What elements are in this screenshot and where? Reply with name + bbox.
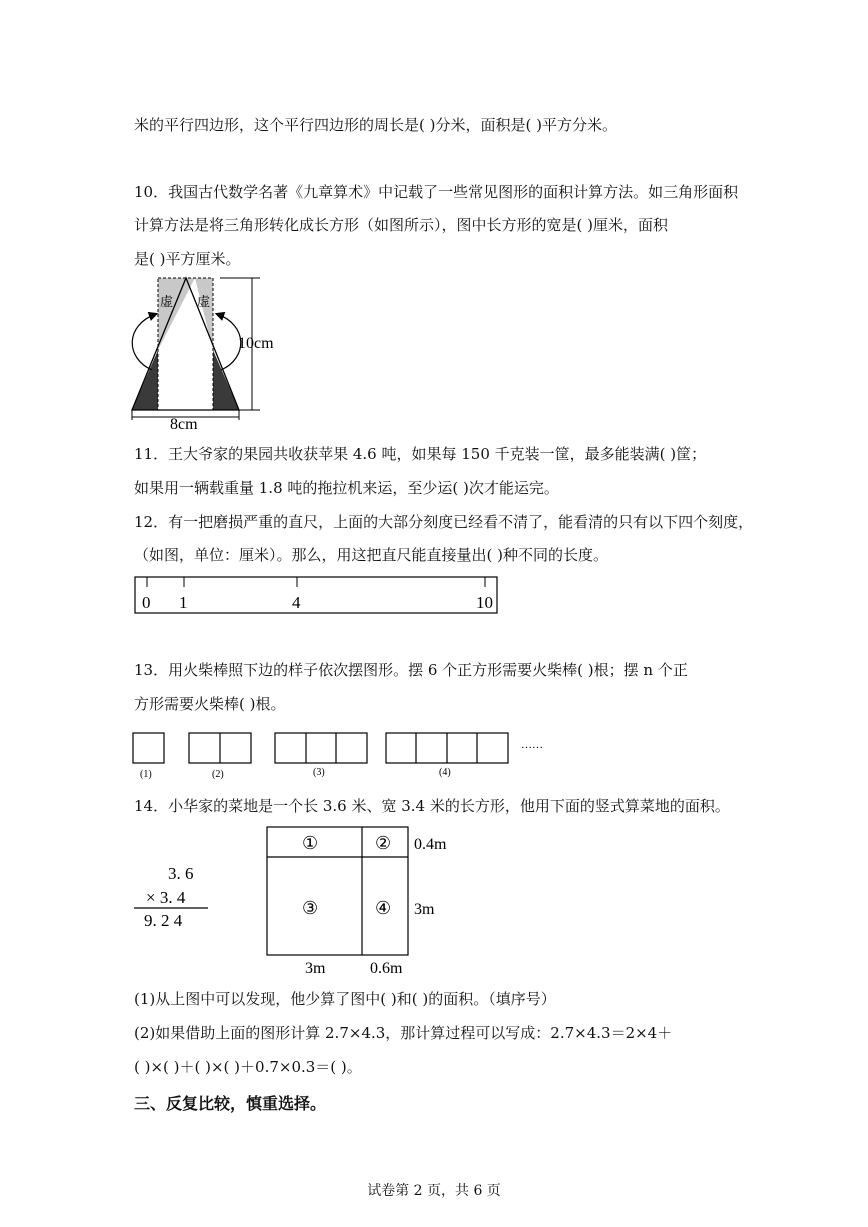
pattern-1 [133,733,164,763]
fig-label-left: 虚 [160,294,174,309]
pattern-2 [189,733,251,763]
q11-line1: 11．王大爷家的果园共收获苹果 4.6 吨，如果每 150 千克装一筐，最多能装满( )筐； [134,445,707,463]
q10-triangle-figure [120,270,290,430]
calc-result: 9. 2 4 [144,911,183,930]
cell-4: ④ [375,898,392,918]
fig-height-label: 10cm [238,335,274,352]
page-footer: 试卷第 2 页，共 6 页 [367,1183,501,1199]
q10-line3: 是( )平方厘米。 [134,250,241,268]
ruler-tick-1: 1 [179,593,188,612]
ruler-tick-4: 4 [292,593,301,612]
ruler-body [135,577,497,613]
cell-1: ① [302,833,319,853]
q10-line1: 10．我国古代数学名著《九章算术》中记载了一些常见图形的面积计算方法。如三角形面积 [134,183,739,201]
cell-2: ② [375,833,392,853]
q14-line1: 14．小华家的菜地是一个长 3.6 米、宽 3.4 米的长方形，他用下面的竖式算菜地的面积。 [134,797,730,815]
q12-ruler-figure [130,572,502,618]
q12-line2: （如图，单位：厘米）。那么，用这把直尺能直接量出( )种不同的长度。 [134,546,608,564]
q14-sub1: (1)从上图中可以发现，他少算了图中( )和( )的面积。（填序号） [134,990,556,1008]
q14-vertical-calc [128,858,214,936]
section3-title: 三、反复比较，慎重选择。 [134,1094,327,1113]
label-bottom-left: 3m [305,960,326,977]
fig-label-right: 虚 [197,294,211,309]
fig-width-label: 8cm [170,416,198,430]
q10-line2: 计算方法是将三角形转化成长方形（如图所示），图中长方形的宽是( )厘米，面积 [134,216,668,234]
label-right-bottom: 3m [414,901,435,918]
pattern-3 [275,733,367,763]
q9-line: 米的平行四边形，这个平行四边形的周长是( )分米，面积是( )平方分米。 [134,116,617,134]
q13-line2: 方形需要火柴棒( )根。 [134,695,286,713]
cell-3: ③ [302,898,319,918]
grey-left-region [158,278,195,350]
ruler-tick-10: 10 [476,593,493,612]
q14-area-diagram [262,822,462,984]
q11-line2: 如果用一辆载重量 1.8 吨的拖拉机来运，至少运( )次才能运完。 [134,479,559,497]
pattern-label-2: (2) [212,769,224,780]
pattern-4 [386,733,508,763]
ruler-tick-0: 0 [142,593,151,612]
q14-sub2-line1: (2)如果借助上面的图形计算 2.7×4.3，那计算过程可以写成：2.7×4.3＝2×4＋ [134,1024,673,1042]
label-bottom-right: 0.6m [370,960,403,977]
pattern-label-3: (3) [313,767,325,778]
pattern-label-4: (4) [439,767,451,778]
label-right-top: 0.4m [414,836,447,853]
q13-matchstick-figure [130,730,560,782]
q12-line1: 12．有一把磨损严重的直尺，上面的大部分刻度已经看不清了，能看清的只有以下四个刻度， [134,513,754,531]
calc-top: 3. 6 [168,864,194,883]
pattern-label-1: (1) [140,769,152,780]
q13-line1: 13．用火柴棒照下边的样子依次摆图形。摆 6 个正方形需要火柴棒( )根；摆 n 个正 [134,661,688,679]
q14-sub2-line2: ( )×( )＋( )×( )＋0.7×0.3＝( )。 [134,1058,362,1076]
calc-mult: × 3. 4 [146,888,186,907]
pattern-ellipsis: …… [521,739,543,751]
